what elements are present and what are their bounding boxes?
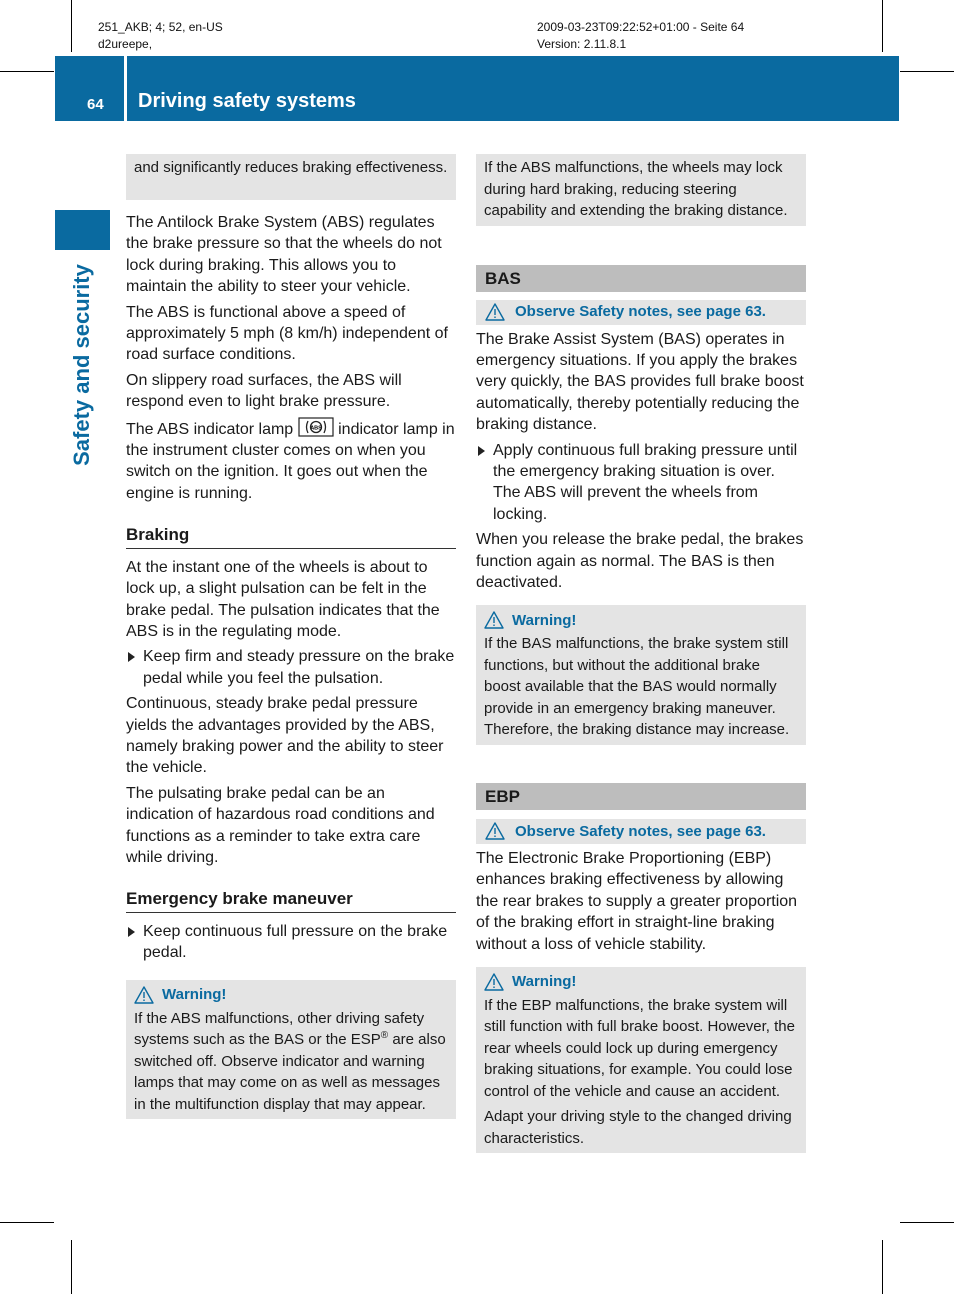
bullet-arrow-icon xyxy=(478,446,485,456)
paragraph: Continuous, steady brake pedal pressure yields the advantages provided by the ABS, namely braking power and the ability to steer the vehicle. xyxy=(126,695,444,777)
crop-mark xyxy=(71,1240,72,1294)
warning-title xyxy=(484,969,798,995)
registered-mark: ® xyxy=(380,1030,389,1042)
warning-triangle-icon xyxy=(134,986,154,1004)
paragraph: At the instant one of the wheels is about to lock up, a slight pulsation can be felt in the brake pedal. The pulsation indicates that the ABS is in the regulating mode. xyxy=(126,558,440,640)
subheading-emergency: Emergency brake maneuver xyxy=(126,888,456,912)
warning-text-part: are also switched off. Observe indicator and warning lamps that may come on as well as messages in the multifunction display that may appear. xyxy=(134,1031,446,1113)
safety-note-link[interactable]: Observe Safety notes, see page 63. xyxy=(515,822,766,840)
warning-box xyxy=(126,980,456,1120)
warning-triangle-icon xyxy=(485,822,505,840)
crop-mark xyxy=(882,1240,883,1294)
paragraph: The ABS is functional above a speed of approximately 5 mph (8 km/h) independent of road surface conditions. xyxy=(126,303,448,364)
section-heading-bas: BAS xyxy=(476,265,806,292)
print-meta-left xyxy=(98,19,223,53)
section-heading-ebp: EBP xyxy=(476,783,806,810)
paragraph: The Electronic Brake Proportioning (EBP) enhances braking effectiveness by allowing the rear brakes to supply a greater proportion of the braking effort in straight-line braking without a loss of vehicle stability. xyxy=(476,849,798,953)
crop-mark xyxy=(71,0,72,52)
warning-text xyxy=(134,1008,448,1116)
warning-text: Adapt your driving style to the changed driving characteristics. xyxy=(484,1108,792,1147)
warning-label: Warning! xyxy=(512,973,577,991)
paragraph: On slippery road surfaces, the ABS will respond even to light brake pressure. xyxy=(126,371,402,411)
bullet-arrow-icon xyxy=(128,652,135,662)
instruction-text: Keep continuous full pressure on the brake pedal. xyxy=(143,922,448,962)
warning-box xyxy=(476,967,806,1154)
meta-line: d2ureepe, xyxy=(98,37,153,51)
instruction-item xyxy=(476,440,806,526)
warning-title xyxy=(134,982,448,1008)
crop-mark xyxy=(900,1222,954,1223)
meta-line: Version: 2.11.8.1 xyxy=(537,37,627,51)
crop-mark xyxy=(882,0,883,52)
crop-mark xyxy=(900,71,954,72)
instruction-text: Apply continuous full braking pressure until the emergency braking situation is over. The ABS will prevent the wheels from locking. xyxy=(493,441,798,523)
warning-box xyxy=(476,605,806,745)
warning-triangle-icon xyxy=(484,973,504,991)
warning-triangle-icon xyxy=(484,611,504,629)
header-divider xyxy=(124,56,127,121)
warning-label: Warning! xyxy=(162,985,227,1003)
left-column xyxy=(126,154,456,1119)
side-tab-marker xyxy=(55,210,110,250)
paragraph: The pulsating brake pedal can be an indication of hazardous road conditions and functions as a reminder to take extra care while driving. xyxy=(126,784,435,866)
note-text: and significantly reduces braking effectiveness. xyxy=(134,159,448,176)
page-number: 64 xyxy=(87,96,104,113)
print-meta-right xyxy=(537,19,744,53)
instruction-item xyxy=(126,921,456,964)
warning-label: Warning! xyxy=(512,611,577,629)
meta-line: 2009-03-23T09:22:52+01:00 - Seite 64 xyxy=(537,20,745,34)
instruction-text: Keep firm and steady pressure on the brake pedal while you feel the pulsation. xyxy=(143,648,455,687)
paragraph-text: The ABS indicator lamp xyxy=(126,420,294,438)
section-title: Driving safety systems xyxy=(138,90,356,112)
paragraph-text: indicator lamp in the instrument cluster comes on when you switch on the ignition. It goes out when the engine is running. xyxy=(126,420,455,502)
crop-mark xyxy=(0,71,54,72)
paragraph xyxy=(126,417,456,505)
warning-text-part: If the ABS malfunctions, other driving safety systems such as the BAS or the ESP xyxy=(134,1009,425,1049)
meta-line: 251_AKB; 4; 52, en-US xyxy=(98,20,223,34)
abs-indicator-icon xyxy=(298,417,334,437)
paragraph: The Antilock Brake System (ABS) regulates the brake pressure so that the wheels do not lock during braking. This allows you to maintain the ability to steer your vehicle. xyxy=(126,214,442,296)
continued-note-box xyxy=(126,154,456,200)
warning-triangle-icon xyxy=(485,303,505,321)
bullet-arrow-icon xyxy=(128,927,135,937)
right-column xyxy=(476,154,806,1153)
paragraph: When you release the brake pedal, the brakes function again as normal. The BAS is then deactivated. xyxy=(476,531,804,591)
safety-note-ebp xyxy=(476,819,806,844)
svg-text:ABS: ABS xyxy=(309,424,322,431)
crop-mark xyxy=(0,1222,54,1223)
continued-warning-box xyxy=(476,154,806,226)
paragraph: The Brake Assist System (BAS) operates in emergency situations. If you apply the brakes very quickly, the BAS provides full brake boost automatically, thereby potentially reducing the braking distance. xyxy=(476,330,804,434)
safety-note-link[interactable]: Observe Safety notes, see page 63. xyxy=(515,303,766,321)
subheading-braking: Braking xyxy=(126,524,456,548)
warning-text: If the EBP malfunctions, the brake system will still function with full brake boost. However, the rear wheels could lock up during emergency braking situations, for example. You could lose control of the vehicle and cause an accident. xyxy=(484,996,795,1100)
warning-title xyxy=(484,607,798,633)
note-text: If the ABS malfunctions, the wheels may lock during hard braking, reducing steering capability and extending the braking distance. xyxy=(484,159,788,219)
side-chapter-label: Safety and security xyxy=(69,264,94,466)
warning-text: If the BAS malfunctions, the brake system still functions, but without the additional brake boost available that the BAS would normally provide in an emergency braking maneuver. Therefore, the braking distance may increase. xyxy=(484,635,790,739)
instruction-item xyxy=(126,646,456,689)
safety-note-bas xyxy=(476,300,806,325)
